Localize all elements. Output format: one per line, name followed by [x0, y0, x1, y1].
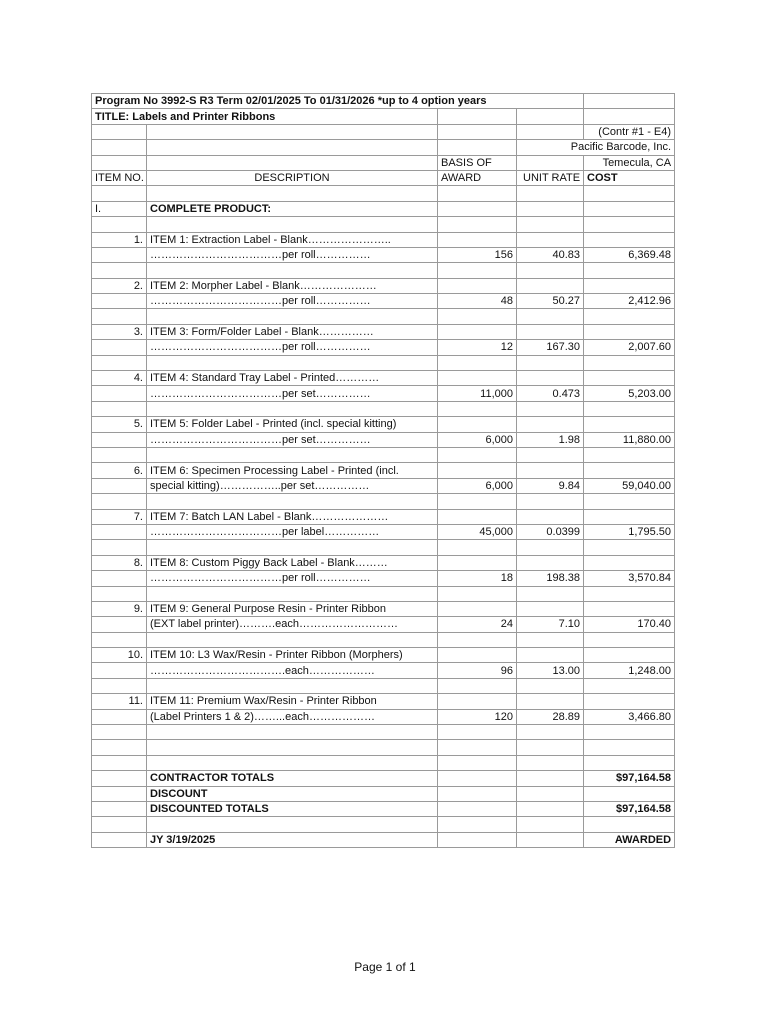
item-unit-description: (Label Printers 1 & 2)……...each……………… — [147, 709, 438, 724]
item-unit-description: ………………………………per label…………… — [147, 524, 438, 539]
discounted-totals-label: DISCOUNTED TOTALS — [147, 801, 438, 816]
contractor-row — [92, 140, 675, 155]
spacer-row — [92, 632, 675, 647]
discount-label: DISCOUNT — [147, 786, 438, 801]
contractor-totals-value: $97,164.58 — [584, 771, 675, 786]
spacer-row — [92, 217, 675, 232]
cost-header: COST — [584, 170, 675, 185]
basis-of-award: 6,000 — [438, 478, 517, 493]
unit-rate: 167.30 — [517, 340, 584, 355]
unit-rate-header: UNIT RATE — [517, 170, 584, 185]
item-number: 2. — [92, 278, 147, 293]
item-row — [92, 555, 675, 570]
item-number: 3. — [92, 324, 147, 339]
discount-row — [92, 786, 675, 801]
basis-of-award: 156 — [438, 247, 517, 262]
item-row — [92, 648, 675, 663]
item-cost: 3,466.80 — [584, 709, 675, 724]
item-row — [92, 663, 675, 678]
item-row — [92, 294, 675, 309]
item-cost: 2,007.60 — [584, 340, 675, 355]
spacer-row — [92, 678, 675, 693]
title-row — [92, 109, 675, 124]
item-unit-description: (EXT label printer)……….each……………………… — [147, 617, 438, 632]
initials-date: JY 3/19/2025 — [147, 832, 438, 847]
basis-of-award: 11,000 — [438, 386, 517, 401]
item-unit-description: ………………………………per roll…………… — [147, 340, 438, 355]
spacer-row — [92, 755, 675, 770]
item-description: ITEM 7: Batch LAN Label - Blank………………… — [147, 509, 438, 524]
item-no-header: ITEM NO. — [92, 170, 147, 185]
unit-rate: 13.00 — [517, 663, 584, 678]
contractor-row — [92, 124, 675, 139]
award-status: AWARDED — [584, 832, 675, 847]
header-row — [92, 155, 675, 170]
unit-rate: 0.473 — [517, 386, 584, 401]
item-unit-description: ………………………………per roll…………… — [147, 247, 438, 262]
item-row — [92, 617, 675, 632]
item-row — [92, 601, 675, 616]
unit-rate: 7.10 — [517, 617, 584, 632]
item-row — [92, 709, 675, 724]
item-cost: 11,880.00 — [584, 432, 675, 447]
item-row — [92, 278, 675, 293]
item-cost: 1,795.50 — [584, 524, 675, 539]
spacer-row — [92, 817, 675, 832]
item-row — [92, 386, 675, 401]
document-title: TITLE: Labels and Printer Ribbons — [92, 109, 438, 124]
signoff-row — [92, 832, 675, 847]
item-number: 4. — [92, 371, 147, 386]
section-number: I. — [92, 201, 147, 216]
item-description: ITEM 2: Morpher Label - Blank………………… — [147, 278, 438, 293]
contractor-totals-label: CONTRACTOR TOTALS — [147, 771, 438, 786]
item-number: 5. — [92, 417, 147, 432]
item-row — [92, 478, 675, 493]
item-row — [92, 324, 675, 339]
header-row — [92, 170, 675, 185]
item-number: 10. — [92, 648, 147, 663]
item-row — [92, 432, 675, 447]
item-description: ITEM 6: Specimen Processing Label - Printed (incl. — [147, 463, 438, 478]
item-row — [92, 417, 675, 432]
item-number: 8. — [92, 555, 147, 570]
item-row — [92, 524, 675, 539]
item-unit-description: ………………………………per set…………… — [147, 432, 438, 447]
discounted-totals-value: $97,164.58 — [584, 801, 675, 816]
discounted-totals-row — [92, 801, 675, 816]
spacer-row — [92, 740, 675, 755]
spacer-row — [92, 263, 675, 278]
item-row — [92, 247, 675, 262]
item-description: ITEM 1: Extraction Label - Blank………………….. — [147, 232, 438, 247]
item-row — [92, 571, 675, 586]
unit-rate: 0.0399 — [517, 524, 584, 539]
item-unit-description: ………………………………per roll…………… — [147, 294, 438, 309]
spacer-row — [92, 725, 675, 740]
unit-rate: 198.38 — [517, 571, 584, 586]
item-description: ITEM 11: Premium Wax/Resin - Printer Ribbon — [147, 694, 438, 709]
spacer-row — [92, 494, 675, 509]
item-row — [92, 463, 675, 478]
unit-rate: 40.83 — [517, 247, 584, 262]
item-row — [92, 509, 675, 524]
basis-header-1: BASIS OF — [438, 155, 517, 170]
item-description: ITEM 8: Custom Piggy Back Label - Blank……… — [147, 555, 438, 570]
unit-rate: 9.84 — [517, 478, 584, 493]
spacer-row — [92, 401, 675, 416]
contractor-location: Temecula, CA — [584, 155, 675, 170]
item-cost: 5,203.00 — [584, 386, 675, 401]
item-cost: 59,040.00 — [584, 478, 675, 493]
section-row — [92, 201, 675, 216]
spacer-row — [92, 355, 675, 370]
program-line: Program No 3992-S R3 Term 02/01/2025 To 01/31/2026 *up to 4 option years — [92, 94, 584, 109]
section-label: COMPLETE PRODUCT: — [147, 201, 438, 216]
basis-of-award: 6,000 — [438, 432, 517, 447]
item-unit-description: ……………………………….each……………… — [147, 663, 438, 678]
item-cost: 2,412.96 — [584, 294, 675, 309]
program-row — [92, 94, 675, 109]
item-unit-description: ………………………………per set…………… — [147, 386, 438, 401]
page-number: Page 1 of 1 — [354, 960, 416, 974]
unit-rate: 50.27 — [517, 294, 584, 309]
item-description: ITEM 5: Folder Label - Printed (incl. special kitting) — [147, 417, 438, 432]
unit-rate: 28.89 — [517, 709, 584, 724]
unit-rate: 1.98 — [517, 432, 584, 447]
contract-number: (Contr #1 - E4) — [584, 124, 675, 139]
spacer-row — [92, 540, 675, 555]
award-table — [91, 93, 675, 848]
contractor-name: Pacific Barcode, Inc. — [517, 140, 675, 155]
item-cost: 1,248.00 — [584, 663, 675, 678]
spacer-row — [92, 309, 675, 324]
item-number: 9. — [92, 601, 147, 616]
basis-header-2: AWARD — [438, 170, 517, 185]
item-description: ITEM 9: General Purpose Resin - Printer Ribbon — [147, 601, 438, 616]
basis-of-award: 24 — [438, 617, 517, 632]
basis-of-award: 48 — [438, 294, 517, 309]
item-number: 11. — [92, 694, 147, 709]
basis-of-award: 18 — [438, 571, 517, 586]
description-header: DESCRIPTION — [147, 170, 438, 185]
item-row — [92, 232, 675, 247]
item-unit-description: ………………………………per roll…………… — [147, 571, 438, 586]
item-description: ITEM 10: L3 Wax/Resin - Printer Ribbon (Morphers) — [147, 648, 438, 663]
item-description: ITEM 4: Standard Tray Label - Printed………… — [147, 371, 438, 386]
item-number: 7. — [92, 509, 147, 524]
item-number: 6. — [92, 463, 147, 478]
item-row — [92, 371, 675, 386]
item-cost: 6,369.48 — [584, 247, 675, 262]
item-row — [92, 694, 675, 709]
basis-of-award: 12 — [438, 340, 517, 355]
spacer-row — [92, 586, 675, 601]
contractor-totals-row — [92, 771, 675, 786]
basis-of-award: 120 — [438, 709, 517, 724]
spacer-row — [92, 447, 675, 462]
item-description: ITEM 3: Form/Folder Label - Blank…………… — [147, 324, 438, 339]
item-row — [92, 340, 675, 355]
basis-of-award: 96 — [438, 663, 517, 678]
item-unit-description: special kitting)……………..per set…………… — [147, 478, 438, 493]
item-number: 1. — [92, 232, 147, 247]
item-cost: 3,570.84 — [584, 571, 675, 586]
spacer-row — [92, 186, 675, 201]
item-cost: 170.40 — [584, 617, 675, 632]
award-table-body — [92, 94, 675, 848]
basis-of-award: 45,000 — [438, 524, 517, 539]
bid-tabulation-sheet — [91, 93, 674, 848]
